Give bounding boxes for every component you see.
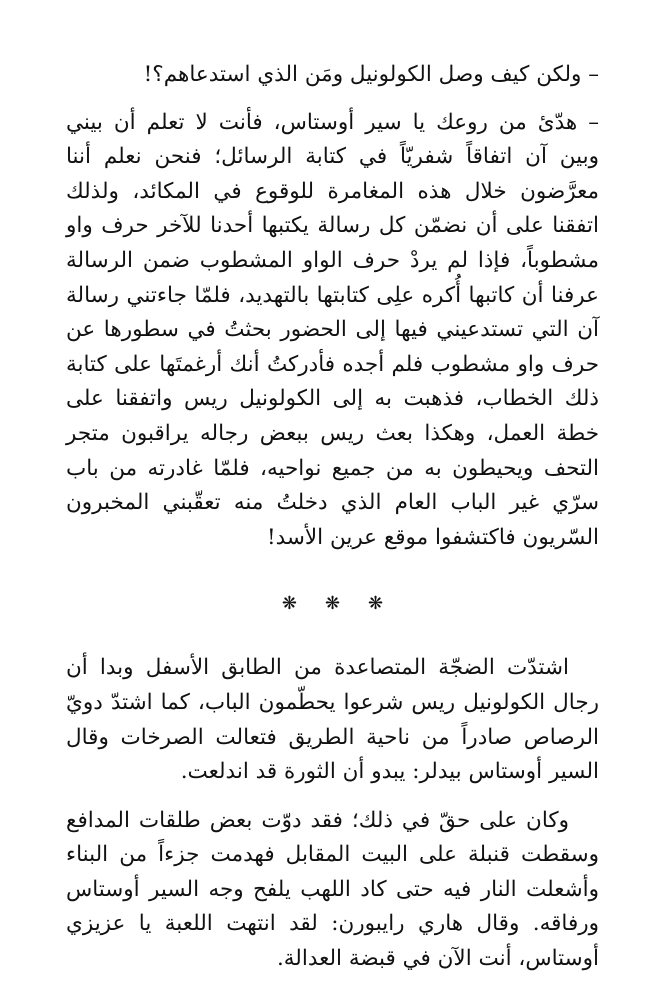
separator-ornament: ❋ [324,592,341,614]
paragraph-narration-shelling: وكان على حقّ في ذلك؛ فقد دوّت بعض طلقات المدافع وسقطت قنبلة على البيت المقابل فهدمت جزءاً من البناء وأشعلت النار فيه حتى كاد اللهب يلفح وجه السير أوستاس ورفاقه. وقال هاري رايبورن: لقد انتهت اللعبة يا عزيزي أوستاس، أنت الآن في قبضة العدالة. [66,807,599,972]
separator-ornament: ❋ [281,592,297,614]
separator-ornament: ❋ [368,592,384,614]
book-page [66,58,599,977]
section-separator [66,555,599,651]
paragraph-dialogue-question: – ولكن كيف وصل الكولونيل ومَن الذي استدعاهم؟! [143,62,599,87]
paragraph-narration-noise: اشتدّت الضجّة المتصاعدة من الطابق الأسفل وبدا أن رجال الكولونيل ريس شرعوا يحطّمون الباب، كما اشتدّ دويّ الرصاص صادراً من ناحية الطريق فتعالت الصرخات وقال السير أوستاس بيدلر: يبدو أن الثورة قد اندلعت. [66,655,599,785]
paragraph-dialogue-answer: – هدّئ من روعك يا سير أوستاس، فأنت لا تعلم أن بيني وبين آن اتفاقاً شفريّاً في كتابة الرسائل؛ فنحن نعلم أننا معرَّضون خلال هذه المغامرة للوقوع في المكائد، ولذلك اتفقنا على أن نضمّن كل رسالة يكتبها أحدنا للآخر حرف واو مشطوباً، فإذا لم يردْ حرف الواو المشطوب ضمن الرسالة عرفنا أن كاتبها أُكره علِى كتابتها بالتهديد، فلمّا جاءتني رسالة آن التي تستدعيني فيها إلى الحضور بحثتُ في سطورها عن حرف واو مشطوب فلم أجده فأدركتُ أنك أرغمتَها على كتابة ذلك الخطاب، فذهبت به إلى الكولونيل ريس واتفقنا على خطة العمل، وهكذا بعث ريس ببعض رجاله يراقبون متجر التحف ويحيطون به من جميع نواحيه، فلمّا غادرته من باب سرّي غير الباب العام الذي دخلتُ منه تعقّبني المخبرون السّريون فاكتشفوا موقع عرين الأسد! [66,109,599,550]
